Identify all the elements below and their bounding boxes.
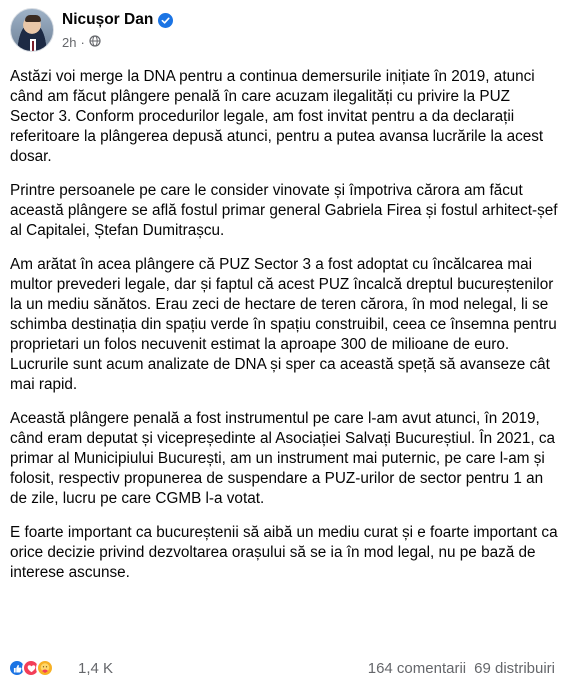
post-stats [368, 660, 555, 677]
shares-count-link[interactable]: 69 distribuiri [474, 660, 555, 677]
post-paragraph: Printre persoanele pe care le consider vinovate și împotriva cărora am făcut această plângere se află fostul primar general Gabriela Firea și fostul arhitect-șef al Capitalei, Ștefan Dumitrașcu. [10, 182, 558, 239]
post-header [0, 8, 565, 60]
reaction-count[interactable]: 1,4 K [78, 660, 114, 677]
post-paragraph: Am arătat în acea plângere că PUZ Sector 3 a fost adoptat cu încălcarea mai multor prevederi legale, dar și faptul că acest PUZ încalcă dreptul bucureștenilor la un mediu sănătos. Erau zeci de hectare de teren cărora, în mod nelegal, li se schimba destinația din spațiu verde în spațiu construibil, ceea ce însemna pentru proprietari un folos necuvenit estimat la aproape 300 de milioane de euro. Lucrurile sunt acum analizate de DNA și sper ca această speță să avanseze cât mai rapid. [10, 256, 557, 393]
post-timestamp[interactable]: 2h [62, 34, 77, 50]
post-meta [62, 34, 101, 50]
post-paragraph: Această plângere penală a fost instrumentul pe care l-am avut atunci, în 2019, când eram deputat și vicepreședinte al Asociației Salvați Bucureștiul. În 2021, ca primar al Municipiului București, am un instrument mai puternic, pe care l-am și folosit, respectiv propunerea de suspendare a PUZ-urilor de sector pentru 1 an de zile, lucru pe care CGMB l-a votat. [10, 410, 556, 507]
author-name[interactable]: Nicușor Dan [62, 11, 154, 28]
author-avatar[interactable] [10, 8, 54, 52]
comments-count-link[interactable]: 164 comentarii [367, 660, 467, 677]
post-body [10, 67, 558, 597]
verified-badge-icon [158, 13, 173, 28]
globe-icon[interactable] [89, 35, 101, 50]
author-name-row [62, 10, 173, 30]
reaction-icons[interactable] [8, 659, 50, 677]
meta-separator: · [80, 34, 85, 50]
care-reaction-icon [36, 659, 54, 677]
post-paragraph: Astăzi voi merge la DNA pentru a continua demersurile inițiate în 2019, atunci când am făcut plângere penală în care acuzam ilegalități cu privire la PUZ Sector 3. Conform procedurilor legale, am fost invitat pentru a da declarații referitoare la plângerea depusă atunci, pentru a putea avansa lucrările la acest dosar. [10, 68, 544, 165]
post-footer [0, 655, 565, 685]
post-paragraph: E foarte important ca bucureștenii să aibă un mediu curat și e foarte important ca orice decizie privind dezvoltarea orașului să se ia în mod legal, nu pe bază de interese ascunse. [10, 524, 558, 581]
